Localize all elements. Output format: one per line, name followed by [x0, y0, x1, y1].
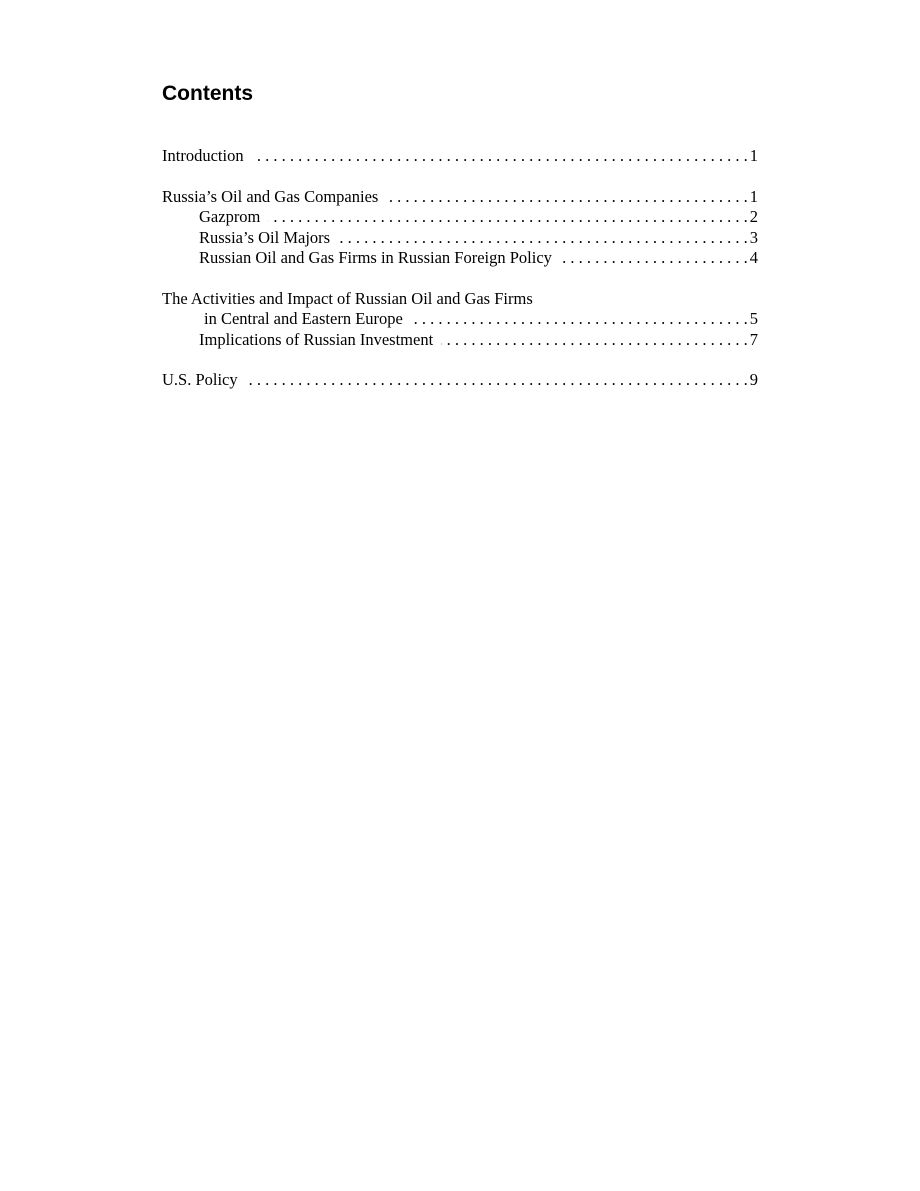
toc-entry-title: U.S. Policy [162, 370, 238, 389]
toc-entry-title: Introduction [162, 146, 244, 165]
toc-entry-page: 9 [749, 370, 758, 389]
toc-entry-page: 2 [749, 207, 758, 226]
toc-entry-title: in Central and Eastern Europe [204, 309, 403, 328]
toc-entry-activities-line2[interactable] [162, 309, 758, 330]
toc-leader-dots [411, 309, 748, 330]
toc-entry-title: Implications of Russian Investment [199, 329, 434, 349]
toc-entry-title: Russia’s Oil and Gas Companies [162, 186, 379, 206]
toc-group-introduction [162, 146, 758, 167]
toc-group-activities [162, 289, 758, 351]
toc-entry-us-policy[interactable] [162, 370, 758, 391]
toc-leader-dots [246, 370, 748, 391]
toc-leader-dots [386, 187, 747, 208]
toc-entry-foreign-policy[interactable] [162, 248, 758, 269]
document-page [162, 80, 758, 411]
toc-entry-companies[interactable] [162, 187, 758, 208]
toc-entry-page: 1 [749, 186, 758, 206]
toc-entry-introduction[interactable] [162, 146, 758, 167]
toc-entry-page: 4 [749, 248, 758, 267]
toc-leader-dots [338, 228, 748, 249]
toc-entry-title: Russia’s Oil Majors [199, 227, 331, 247]
table-of-contents [162, 146, 758, 391]
toc-entry-oil-majors[interactable] [162, 228, 758, 249]
toc-entry-title: The Activities and Impact of Russian Oil and Gas Firms [162, 288, 533, 308]
toc-entry-activities-line1[interactable] [162, 289, 758, 310]
toc-entry-page: 7 [749, 329, 758, 349]
toc-leader-dots [560, 248, 748, 269]
toc-group-us-policy [162, 370, 758, 391]
toc-entry-gazprom[interactable] [162, 207, 758, 228]
toc-entry-page: 1 [749, 146, 758, 165]
toc-entry-page: 5 [749, 309, 758, 328]
toc-entry-title: Russian Oil and Gas Firms in Russian Foreign Policy [199, 248, 552, 267]
toc-entry-page: 3 [749, 227, 758, 247]
toc-entry-implications[interactable] [162, 330, 758, 351]
toc-group-companies [162, 187, 758, 269]
toc-leader-dots [268, 207, 747, 228]
toc-entry-title: Gazprom [199, 207, 261, 226]
contents-heading: Contents [162, 82, 253, 105]
toc-leader-dots [441, 330, 748, 351]
toc-leader-dots [252, 146, 748, 167]
